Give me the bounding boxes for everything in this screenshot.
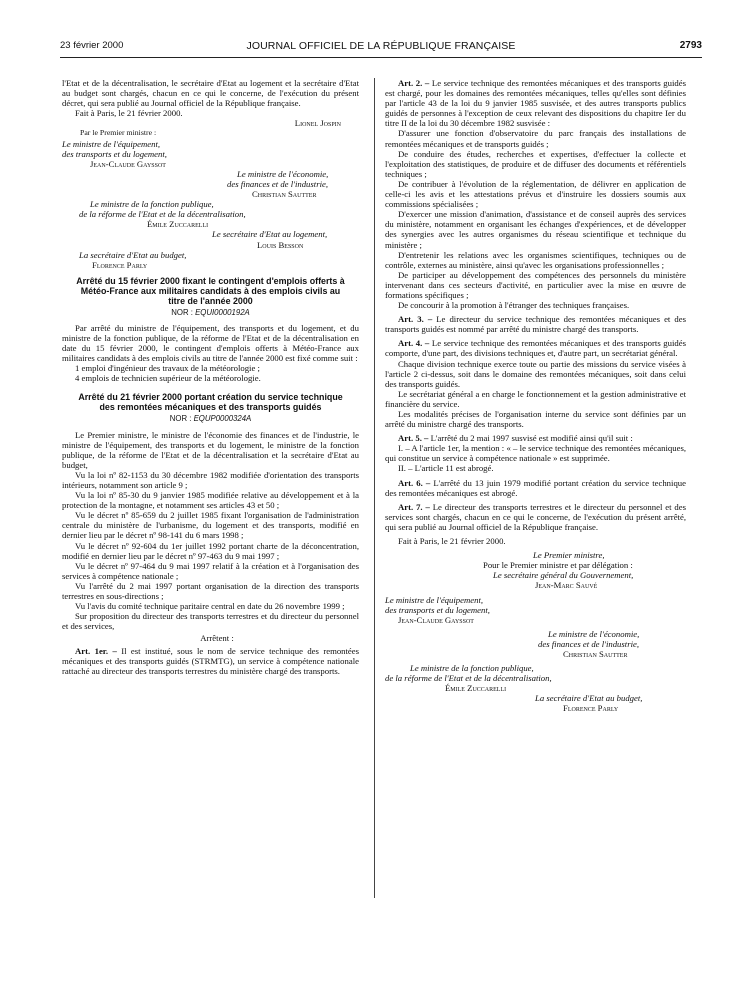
signatory-title: Le ministre de la fonction publique,	[410, 663, 534, 674]
signatory-title: Le Premier ministre,	[533, 550, 605, 561]
signatory-name: Christian Sautter	[563, 648, 628, 659]
article-text: Le directeur du service technique des remontées mécaniques et des transports guidés est nommé par arrêté du ministre chargé des transports.	[385, 314, 686, 335]
signatory-title: Le secrétaire d'Etat au logement,	[212, 229, 328, 240]
list-item: De participer au développement des compétences des personnels du ministère intervenant dans ces secteurs d'activité, en particulier avec la mise en œuvre de formations spécifiques ;	[385, 269, 686, 300]
article-6	[385, 478, 686, 498]
article-label: Art. 3. –	[398, 314, 433, 325]
column-divider	[374, 78, 375, 898]
signatory-title: La secrétaire d'Etat au budget,	[535, 693, 643, 704]
signatory-title: des transports et du logement,	[62, 148, 167, 159]
article-label: Art. 6. –	[398, 477, 431, 488]
visa: Vu l'avis du comité technique paritaire central en date du 26 novembre 1999 ;	[75, 601, 345, 612]
signatory-title: de la réforme de l'Etat et de la décentralisation,	[385, 673, 552, 684]
signatory-title: Le ministre de l'économie,	[548, 628, 640, 639]
nor-reference	[62, 414, 359, 424]
list-item: De contribuer à l'évolution de la réglementation, de délivrer en application de celle-ci les avis et les attestations prévus et d'instruire les dossiers soumis aux commissions spécialisées ;	[385, 178, 686, 210]
header-date: 23 février 2000	[60, 40, 124, 51]
left-column	[62, 78, 359, 676]
signatory-name: Christian Sautter	[252, 189, 317, 200]
arrete-title: Arrêté du 15 février 2000 fixant le contingent d'emplois offerts à Météo-France aux militaires candidats à des emplois civils au titre de l'année 2000	[76, 275, 345, 306]
header-rule	[60, 57, 702, 58]
visa: Vu le décret nº 85-659 du 2 juillet 1985 fixant l'organisation de l'administration centrale du ministère de l'urbanisme, du logement et des transports, modifié en dernier lieu par le décret nº 98-141 du 6 mars 1998 ;	[62, 510, 359, 541]
article-label: Art. 4. –	[398, 338, 430, 349]
signatory-title: des transports et du logement,	[385, 604, 490, 615]
nor-code: EQUP0000324A	[193, 414, 252, 424]
list-item: De concourir à la promotion à l'étranger des techniques françaises.	[398, 300, 630, 311]
article-text: Il est institué, sous le nom de service technique des remontées mécaniques et des transports guidés (STRMTG), un service à compétence nationale rattaché au directeur des transports terrestres du ministère chargé des transports.	[62, 645, 360, 676]
signatory-title: des finances et de l'industrie,	[227, 178, 329, 189]
page-number: 2793	[679, 40, 702, 51]
article-label: Art. 2. –	[398, 78, 430, 88]
signatory-name: Florence Parly	[92, 259, 148, 270]
visa: Vu la loi nº 82-1153 du 30 décembre 1982 modifiée d'orientation des transports intérieurs, notamment son article 9 ;	[62, 469, 359, 490]
signatory-name: Jean-Claude Gayssot	[398, 614, 474, 625]
journal-title: JOURNAL OFFICIEL DE LA RÉPUBLIQUE FRANÇAISE	[246, 40, 516, 52]
signing-place: Fait à Paris, le 21 février 2000.	[75, 108, 183, 119]
article-text: Le service technique des remontées mécaniques et des transports guidés comporte, d'une part, des divisions techniques et, d'autre part, un secrétariat général.	[385, 338, 686, 359]
list-item: D'entretenir les relations avec les organismes scientifiques, techniques ou de contrôle, externes au ministère, ainsi qu'avec les organisations professionnelles ;	[385, 249, 686, 270]
visa: Vu l'arrêté du 2 mai 1997 portant organisation de la direction des transports terrestres en sous-directions ;	[62, 580, 359, 602]
signatory-title: Le ministre de l'équipement,	[62, 138, 161, 149]
signatory-name: Jean-Marc Sauvé	[535, 580, 598, 591]
arrete-title: Arrêté du 21 février 2000 portant création du service technique des remontées mécaniques et des transports guidés	[78, 392, 343, 413]
signing-place: Fait à Paris, le 21 février 2000.	[398, 536, 506, 547]
decree-closing: l'Etat et de la décentralisation, le secrétaire d'Etat au logement et la secrétaire d'Etat au budget sont chargés, chacun en ce qui le concerne, de l'exécution du présent décret, qui sera publié au Journal officiel de la République française.	[62, 78, 359, 109]
article-4	[385, 338, 686, 358]
signatory-name: Florence Parly	[563, 703, 619, 714]
article-7	[385, 502, 686, 532]
article-text: Le directeur des transports terrestres et le directeur du personnel et des services sont chargés, chacun en ce qui le concerne, de l'exécution du présent arrêté, qui sera publié au Journal officiel de la République française.	[385, 501, 687, 532]
arretent: Arrêtent :	[200, 633, 234, 644]
visa: Vu le décret nº 97-464 du 9 mai 1997 relatif à la création et à l'organisation des services à compétence nationale ;	[62, 560, 359, 581]
signatory-name: Lionel Jospin	[294, 118, 341, 129]
delegation-line: Pour le Premier ministre et par délégation :	[483, 560, 633, 571]
article-3	[385, 314, 686, 334]
signatory-name: Louis Besson	[257, 239, 304, 250]
paragraph: Les modalités précises de l'organisation interne du service sont définies par un arrêté du ministre chargé des transports.	[385, 409, 686, 430]
page-header	[60, 40, 702, 54]
signatory-title: des finances et de l'industrie,	[538, 638, 640, 649]
nor-label: NOR :	[169, 414, 192, 424]
by-line: Par le Premier ministre :	[80, 128, 157, 138]
signatory-title: de la réforme de l'Etat et de la décentralisation,	[79, 209, 246, 220]
article-2	[385, 78, 686, 128]
paragraph: Chaque division technique exerce toute ou partie des missions du service visées à l'article 2 ci-dessus, soit dans le domaine des remontées mécaniques, soit dans celui des transports guidés.	[385, 358, 686, 389]
signatory-name: Jean-Claude Gayssot	[90, 158, 166, 169]
article-1	[62, 646, 359, 676]
paragraph: Par arrêté du ministre de l'équipement, des transports et du logement, et du ministre de la fonction publique, de la réforme de l'Etat et de la décentralisation en date du 15 février 2000, le contingent d'emplois offerts à Météo-France aux militaires candidats à des emplois civils au titre de l'année 2000 est fixé comme suit :	[62, 322, 359, 364]
signatory-title: Le secrétaire général du Gouvernement,	[493, 570, 634, 581]
signatory-name: Émile Zuccarelli	[147, 219, 209, 230]
article-label: Art. 7. –	[398, 501, 430, 512]
article-label: Art. 5. –	[398, 433, 429, 444]
list-item: De conduire des études, recherches et expertises, d'effectuer la collecte et l'exploitation des statistiques, de produire et de diffuser des documents et référentiels techniques ;	[385, 148, 686, 179]
paragraph: II. – L'article 11 est abrogé.	[398, 463, 494, 474]
signatory-name: Émile Zuccarelli	[445, 683, 507, 694]
nor-code: EQUI0000192A	[195, 307, 250, 317]
visa: Vu la loi nº 85-30 du 9 janvier 1985 modifiée relative au développement et à la protection de la montagne, et notamment ses articles 43 et 50 ;	[62, 490, 359, 511]
list-item: 1 emploi d'ingénieur des travaux de la météorologie ;	[75, 363, 260, 374]
visa: Vu le décret nº 92-604 du 1er juillet 1992 portant charte de la déconcentration, modifié en dernier lieu par le décret nº 97-463 du 9 mai 1997 ;	[62, 540, 359, 561]
article-text: Le service technique des remontées mécaniques et des transports guidés est chargé, pour les domaines des remontées mécaniques, telles qu'elles sont définies par l'article 43 de la loi du 9 janvier 1985 susvisée, et des autres transports publics guidés de personnes à l'exception de ceux relevant des dispositions du chapitre Ier du titre II de la loi du 30 décembre 1982 susvisée :	[385, 78, 686, 129]
article-text: L'arrêté du 13 juin 1979 modifié portant création du service technique des remontées mécaniques est abrogé.	[385, 477, 686, 498]
nor-reference	[62, 308, 359, 318]
article-text: L'arrêté du 2 mai 1997 susvisé est modifié ainsi qu'il suit :	[430, 433, 633, 444]
signatory-title: Le ministre de l'économie,	[237, 168, 329, 179]
nor-label: NOR :	[171, 307, 193, 317]
list-item: D'assurer une fonction d'observatoire du parc français des installations de remontées mécaniques et de transports guidés ;	[385, 128, 686, 149]
paragraph: Le Premier ministre, le ministre de l'économie des finances et de l'industrie, le ministre de l'équipement, des transports et du logement, le ministre de la fonction publique, de la réforme de l'Etat et de la décentralisation et la secrétaire d'Etat au budget,	[62, 429, 359, 470]
visa: Sur proposition du directeur des transports terrestres et du directeur du personnel et des services,	[62, 611, 359, 632]
list-item: D'exercer une mission d'animation, d'assistance et de conseil auprès des services du ministère, notamment en organisant les échanges d'expériences, et de développer des synergies avec les autres organismes du réseau scientifique et technique du ministère ;	[385, 209, 686, 250]
right-column	[385, 78, 686, 714]
article-label: Art. 1er. –	[75, 645, 117, 656]
article-5	[385, 433, 686, 443]
signatory-title: Le ministre de la fonction publique,	[90, 199, 214, 210]
list-item: 4 emplois de technicien supérieur de la météorologie.	[75, 373, 261, 384]
signatory-title: La secrétaire d'Etat au budget,	[79, 249, 187, 260]
paragraph: I. – A l'article 1er, la mention : « – le service technique des remontées mécaniques, qui constitue un service à compétence nationale » est supprimée.	[385, 443, 686, 464]
paragraph: Le secrétariat général a en charge le fonctionnement et la gestion administrative et financière du service.	[385, 388, 686, 409]
signatory-title: Le ministre de l'équipement,	[385, 594, 484, 605]
